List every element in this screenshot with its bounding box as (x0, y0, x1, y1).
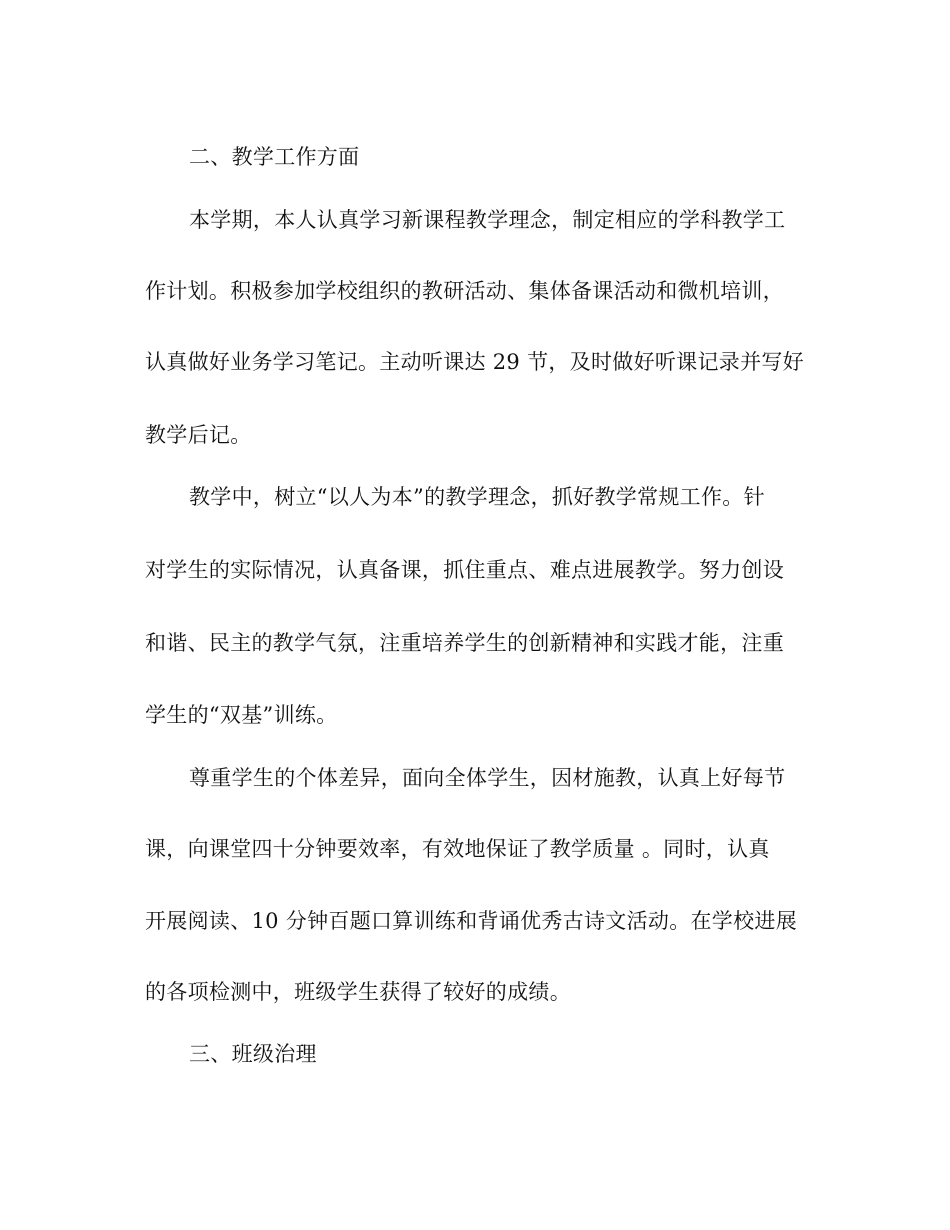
paragraph-line: 和谐、民主的教学气氛，注重培养学生的创新精神和实践才能，注重 (145, 631, 784, 655)
paragraph-line: 教学中，树立“以人为本”的教学理念，抓好教学常规工作。针 (189, 485, 765, 509)
paragraph-line: 开展阅读、10 分钟百题口算训练和背诵优秀古诗文活动。在学校进展 (145, 909, 797, 933)
paragraph-line: 教学后记。 (145, 423, 252, 447)
paragraph-line: 的各项检测中，班级学生获得了较好的成绩。 (145, 980, 571, 1004)
section-heading-teaching: 二、教学工作方面 (189, 145, 360, 169)
section-heading-class-management: 三、班级治理 (189, 1042, 317, 1066)
paragraph-line: 认真做好业务学习笔记。主动听课达 29 节，及时做好听课记录并写好 (145, 350, 804, 374)
paragraph-line: 课，向课堂四十分钟要效率，有效地保证了教学质量 。同时，认真 (145, 837, 770, 861)
paragraph-line: 对学生的实际情况，认真备课，抓住重点、难点进展教学。努力创设 (145, 558, 784, 582)
paragraph-line: 学生的“双基”训练。 (145, 703, 338, 727)
paragraph-line: 本学期，本人认真学习新课程教学理念，制定相应的学科教学工 (189, 208, 786, 232)
paragraph-line: 尊重学生的个体差异，面向全体学生，因材施教，认真上好每节 (189, 766, 786, 790)
paragraph-line: 作计划。积极参加学校组织的教研活动、集体备课活动和微机培训， (145, 279, 784, 303)
